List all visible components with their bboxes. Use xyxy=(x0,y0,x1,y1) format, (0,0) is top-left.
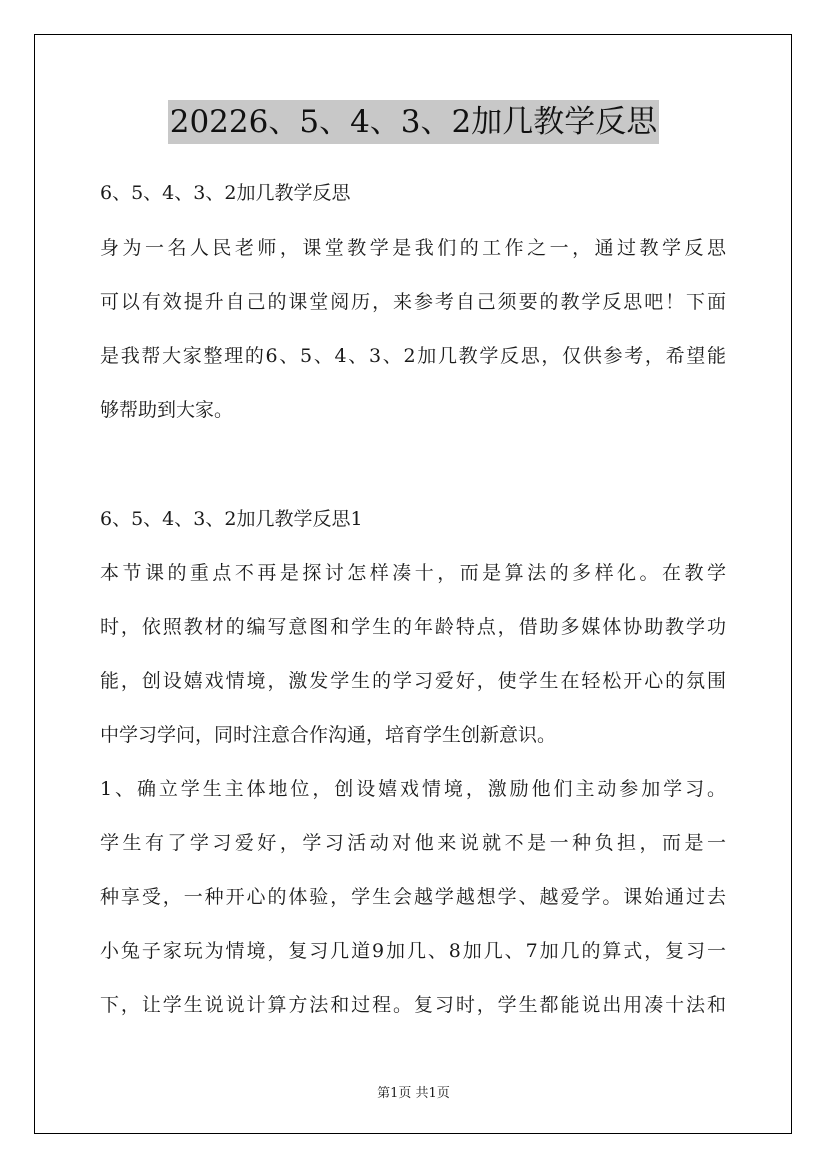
section-heading: 6、5、4、3、2加几教学反思1 xyxy=(100,508,363,530)
document-title: 20226、5、4、3、2加几教学反思 xyxy=(168,100,660,144)
paragraph-line: 能，创设嬉戏情境，激发学生的学习爱好，使学生在轻松开心的氛围 xyxy=(100,670,726,692)
section-heading: 6、5、4、3、2加几教学反思 xyxy=(100,182,351,204)
paragraph-line: 本节课的重点不再是探讨怎样凑十，而是算法的多样化。在教学 xyxy=(100,562,726,584)
paragraph-line: 下，让学生说说计算方法和过程。复习时，学生都能说出用凑十法和 xyxy=(100,994,726,1016)
paragraph-line: 是我帮大家整理的6、5、4、3、2加几教学反思，仅供参考，希望能 xyxy=(100,345,726,367)
paragraph-line: 1、确立学生主体地位，创设嬉戏情境，激励他们主动参加学习。 xyxy=(100,778,726,800)
paragraph-line: 够帮助到大家。 xyxy=(100,399,234,421)
page-footer: 第1页 共1页 xyxy=(377,1086,450,1101)
paragraph-line: 中学习学问，同时注意合作沟通，培育学生创新意识。 xyxy=(100,724,557,746)
paragraph-line: 身为一名人民老师，课堂教学是我们的工作之一，通过教学反思 xyxy=(100,237,726,259)
title-container xyxy=(0,100,827,144)
paragraph-line: 学生有了学习爱好，学习活动对他来说就不是一种负担，而是一 xyxy=(100,832,726,854)
paragraph-line: 小兔子家玩为情境，复习几道9加几、8加几、7加几的算式，复习一 xyxy=(100,940,726,962)
paragraph-line: 可以有效提升自己的课堂阅历，来参考自己须要的教学反思吧！下面 xyxy=(100,291,726,313)
paragraph-line: 时，依照教材的编写意图和学生的年龄特点，借助多媒体协助教学功 xyxy=(100,616,726,638)
paragraph-line: 种享受，一种开心的体验，学生会越学越想学、越爱学。课始通过去 xyxy=(100,886,726,908)
